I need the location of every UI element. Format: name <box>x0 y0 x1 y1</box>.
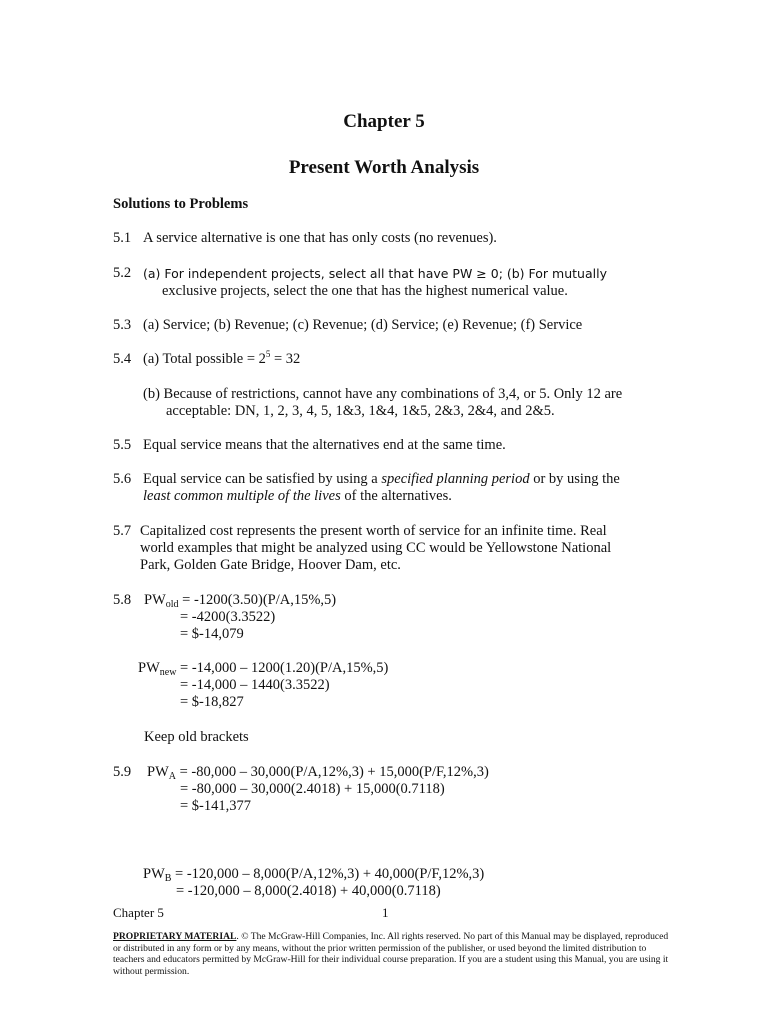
page-title: Present Worth Analysis <box>288 157 480 178</box>
problem-text: Park, Golden Gate Bridge, Hoover Dam, etc. <box>140 557 401 573</box>
total-possible-text: (a) Total possible = 2 <box>143 351 266 367</box>
notice-label: PROPRIETARY MATERIAL <box>113 931 237 942</box>
problem-number: 5.6 <box>113 471 132 487</box>
problem-text: Capitalized cost represents the present worth of service for an infinite time. Real <box>140 523 607 539</box>
proprietary-notice <box>113 931 673 977</box>
problem-text <box>143 471 620 488</box>
problem-text: (a) For independent projects, select all that have PW ≥ 0; (b) For mutually <box>143 266 607 281</box>
equation-line: = -80,000 – 30,000(2.4018) + 15,000(0.7118) <box>180 781 445 797</box>
exponent: 5 <box>265 349 271 359</box>
footer-chapter: Chapter 5 <box>113 905 164 920</box>
total-possible-result: = 32 <box>270 351 301 367</box>
page-number: 1 <box>382 905 389 920</box>
text-run: Equal service can be satisfied by using a <box>143 471 382 487</box>
pw-symbol: PW <box>138 660 160 676</box>
text-run: of the alternatives. <box>340 488 452 504</box>
equation-line <box>144 592 336 609</box>
equation-line: = -120,000 – 8,000(2.4018) + 40,000(0.7118) <box>176 883 441 899</box>
problem-number: 5.3 <box>113 317 132 333</box>
notice-text: . © The McGraw-Hill Companies, Inc. All rights reserved. No part of this Manual may be displayed, reproduced or distributed in any form or by any means, without the prior written permission of the publisher, or used beyond the limited distribution to teachers and educators permitted by McGraw-Hill for their individual course preparation. If you are a student using this Manual, you are using it without permission. <box>113 931 669 977</box>
problem-text <box>143 351 300 368</box>
text-run: or by using the <box>529 471 620 487</box>
problem-text: world examples that might be analyzed using CC would be Yellowstone National <box>140 540 612 556</box>
problem-text: exclusive projects, select the one that has the highest numerical value. <box>162 283 568 299</box>
problem-number: 5.7 <box>113 523 132 539</box>
equation-line: = -14,000 – 1440(3.3522) <box>180 677 330 693</box>
problem-number: 5.5 <box>113 437 132 453</box>
problem-text: (b) Because of restrictions, cannot have any combinations of 3,4, or 5. Only 12 are <box>143 386 623 402</box>
equation-line <box>138 660 388 677</box>
equation-text: = -1200(3.50)(P/A,15%,5) <box>178 592 337 608</box>
problem-number: 5.4 <box>113 351 132 367</box>
equation-line <box>143 866 484 883</box>
equation-line: = -4200(3.3522) <box>180 609 276 625</box>
problem-text: acceptable: DN, 1, 2, 3, 4, 5, 1&3, 1&4, 1&5, 2&3, 2&4, and 2&5. <box>166 403 555 419</box>
section-heading: Solutions to Problems <box>113 196 249 212</box>
equation-line: = $-18,827 <box>180 694 244 710</box>
pw-symbol: PW <box>144 592 166 608</box>
problem-text: A service alternative is one that has only costs (no revenues). <box>143 230 497 246</box>
emphasis: least common multiple of the lives <box>143 488 341 504</box>
equation-text: = -14,000 – 1200(1.20)(P/A,15%,5) <box>176 660 389 676</box>
problem-number: 5.9 <box>113 764 132 780</box>
subscript: B <box>164 873 172 884</box>
pw-symbol: PW <box>143 866 165 882</box>
subscript: old <box>165 599 179 610</box>
equation-text: = -120,000 – 8,000(P/A,12%,3) + 40,000(P/F,12%,3) <box>171 866 485 882</box>
problem-number: 5.1 <box>113 230 132 246</box>
problem-text: (a) Service; (b) Revenue; (c) Revenue; (d) Service; (e) Revenue; (f) Service <box>143 317 583 333</box>
subscript: new <box>159 667 177 678</box>
pw-symbol: PW <box>147 764 169 780</box>
equation-line: = $-14,079 <box>180 626 244 642</box>
conclusion-text: Keep old brackets <box>144 729 249 745</box>
equation-line <box>147 764 489 781</box>
problem-number: 5.2 <box>113 265 132 281</box>
problem-number: 5.8 <box>113 592 132 608</box>
problem-text: Equal service means that the alternatives end at the same time. <box>143 437 506 453</box>
equation-text: = -80,000 – 30,000(P/A,12%,3) + 15,000(P/F,12%,3) <box>175 764 489 780</box>
chapter-heading: Chapter 5 <box>343 111 425 132</box>
emphasis: specified planning period <box>381 471 530 487</box>
subscript: A <box>168 771 176 782</box>
equation-line: = $-141,377 <box>180 798 252 814</box>
problem-text <box>143 488 452 505</box>
